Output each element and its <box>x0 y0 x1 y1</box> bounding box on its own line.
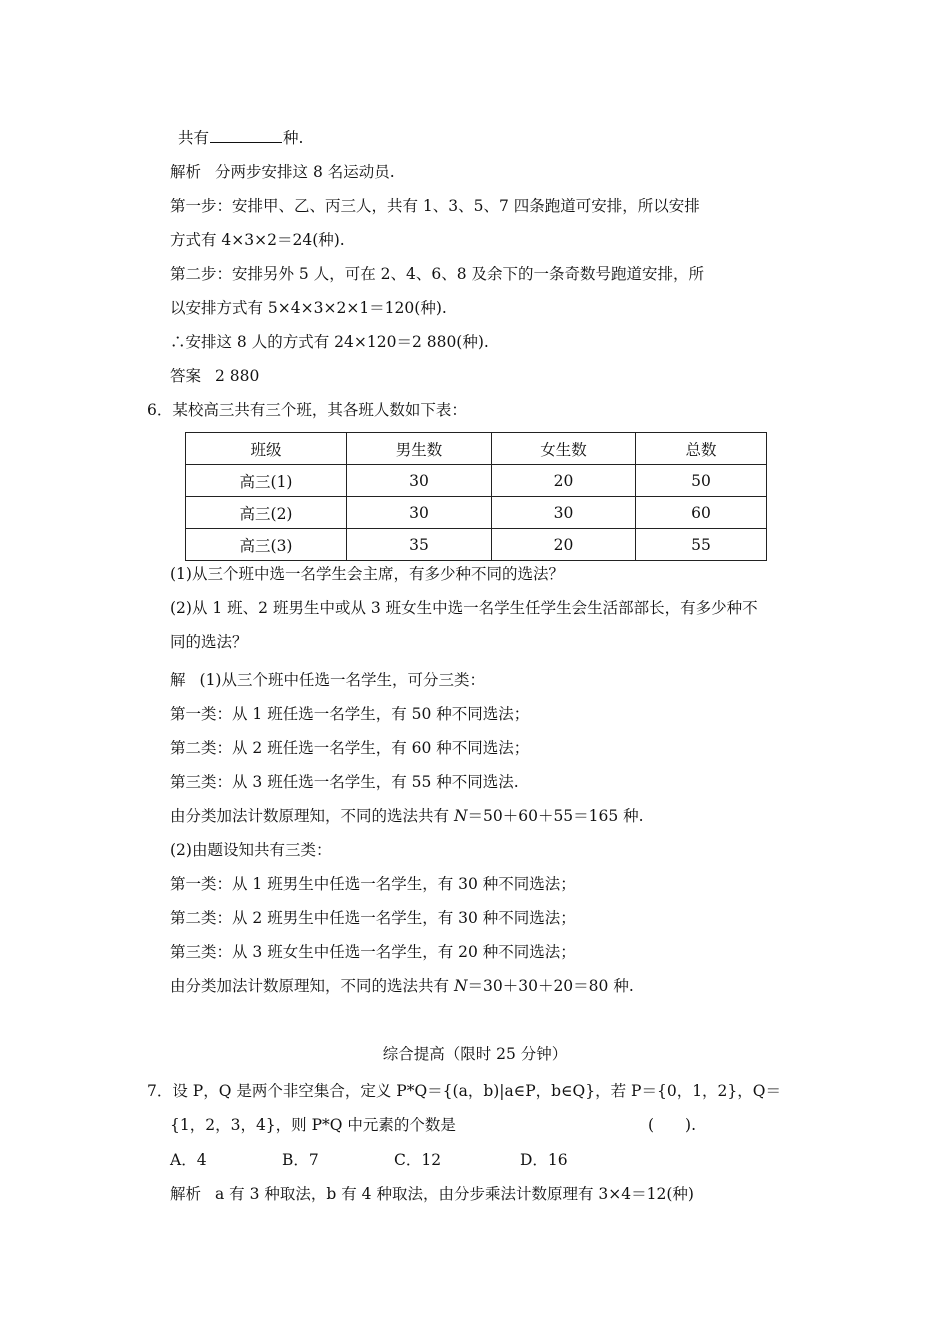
table-row <box>186 465 767 497</box>
result-prefix: 由分类加法计数原理知，不同的选法共有 <box>170 977 454 995</box>
table-cell: 30 <box>347 465 492 497</box>
q7-options <box>170 1150 632 1170</box>
q7-answer-bracket: ( ). <box>648 1116 697 1134</box>
analysis-label: 解析 <box>170 1185 202 1203</box>
option-b: B．7 <box>282 1151 319 1169</box>
table-header-cell: 总数 <box>636 433 767 465</box>
q6-sol1-class3: 第三类：从 3 班任选一名学生，有 55 种不同选法. <box>170 773 519 791</box>
q6-sol1-class2: 第二类：从 2 班任选一名学生，有 60 种不同选法； <box>170 739 530 757</box>
q5-step2-line2: 以安排方式有 5×4×3×2×1＝120(种). <box>170 299 447 317</box>
section-title: 综合提高（限时 25 分钟） <box>382 1045 568 1063</box>
result-variable: N <box>453 807 468 825</box>
table-cell: 55 <box>636 529 767 561</box>
q6-sol1-result <box>170 806 644 826</box>
q6-part2-line2: 同的选法？ <box>170 633 248 651</box>
table-header-cell: 班级 <box>186 433 347 465</box>
q6-sol2-result <box>170 976 634 996</box>
analysis-text: a 有 3 种取法，b 有 4 种取法，由分步乘法计数原理有 3×4＝12(种) <box>215 1185 694 1203</box>
q5-answer <box>170 366 259 386</box>
table-cell: 20 <box>492 465 636 497</box>
table-cell: 20 <box>492 529 636 561</box>
table-cell: 高三(2) <box>186 497 347 529</box>
table-cell: 30 <box>347 497 492 529</box>
q5-tail-suffix: 种. <box>283 129 304 147</box>
q7-analysis <box>170 1184 694 1204</box>
q6-part1: (1)从三个班中选一名学生会主席，有多少种不同的选法？ <box>170 565 564 583</box>
result-equation: ＝50＋60＋55＝165 种. <box>467 807 644 825</box>
option-a: A．4 <box>170 1151 207 1169</box>
q5-step2-line1: 第二步：安排另外 5 人，可在 2、4、6、8 及余下的一条奇数号跑道安排，所 <box>170 265 705 283</box>
q7-stem-line2: {1，2，3，4}，则 P*Q 中元素的个数是 <box>170 1116 456 1134</box>
q6-stem: 6．某校高三共有三个班，其各班人数如下表： <box>147 401 467 419</box>
table-cell: 30 <box>492 497 636 529</box>
result-prefix: 由分类加法计数原理知，不同的选法共有 <box>170 807 454 825</box>
answer-label: 答案 <box>170 367 202 385</box>
q5-analysis <box>170 162 395 182</box>
option-c: C．12 <box>394 1151 442 1169</box>
table-header-cell: 女生数 <box>492 433 636 465</box>
q6-sol2-intro: (2)由题设知共有三类： <box>170 841 332 859</box>
class-size-table <box>185 432 767 561</box>
q5-step1-line2: 方式有 4×3×2＝24(种). <box>170 231 345 249</box>
result-variable: N <box>453 977 468 995</box>
table-row <box>186 529 767 561</box>
analysis-text: 分两步安排这 8 名运动员. <box>215 163 395 181</box>
q6-sol1-class1: 第一类：从 1 班任选一名学生，有 50 种不同选法； <box>170 705 530 723</box>
analysis-label: 解析 <box>170 163 202 181</box>
result-equation: ＝30＋30＋20＝80 种. <box>467 977 634 995</box>
table-cell: 高三(3) <box>186 529 347 561</box>
table-cell: 50 <box>636 465 767 497</box>
table-cell: 35 <box>347 529 492 561</box>
q5-conclusion: ∴安排这 8 人的方式有 24×120＝2 880(种). <box>170 333 489 351</box>
q5-fill-blank-line <box>178 128 303 148</box>
table-cell: 高三(1) <box>186 465 347 497</box>
table-row <box>186 497 767 529</box>
answer-blank <box>210 128 282 143</box>
q6-sol2-class2: 第二类：从 2 班男生中任选一名学生，有 30 种不同选法； <box>170 909 576 927</box>
q6-solution-intro <box>170 670 485 690</box>
q6-sol2-class1: 第一类：从 1 班男生中任选一名学生，有 30 种不同选法； <box>170 875 576 893</box>
table-header-cell: 男生数 <box>347 433 492 465</box>
q6-sol2-class3: 第三类：从 3 班女生中任选一名学生，有 20 种不同选法； <box>170 943 576 961</box>
q7-stem-line1: 7．设 P，Q 是两个非空集合，定义 P*Q＝{(a，b)|a∈P，b∈Q}，若 P＝{0，1，2}，Q＝ <box>147 1082 781 1100</box>
solution-label: 解 <box>170 671 186 689</box>
answer-value: 2 880 <box>215 367 260 385</box>
table-header-row <box>186 433 767 465</box>
solution-part1-intro: (1)从三个班中任选一名学生，可分三类： <box>199 671 485 689</box>
q6-part2-line1: (2)从 1 班、2 班男生中或从 3 班女生中选一名学生任学生会生活部部长，有多少种不 <box>170 599 758 617</box>
table-cell: 60 <box>636 497 767 529</box>
q5-tail-prefix: 共有 <box>178 129 210 147</box>
option-d: D．16 <box>520 1151 568 1169</box>
q5-step1-line1: 第一步：安排甲、乙、丙三人，共有 1、3、5、7 四条跑道可安排，所以安排 <box>170 197 700 215</box>
